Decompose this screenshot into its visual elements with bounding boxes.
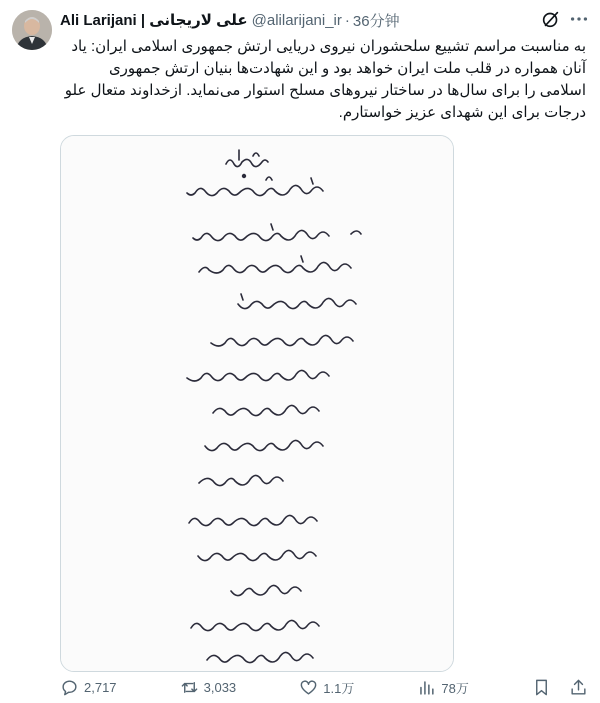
tweet-media[interactable] xyxy=(60,135,454,672)
timestamp[interactable]: 36分钟 xyxy=(352,12,400,30)
views-button[interactable] xyxy=(417,678,468,697)
views-icon xyxy=(417,678,436,697)
display-name[interactable]: Ali Larijani | علی لاریجانی xyxy=(60,12,248,29)
more-icon[interactable] xyxy=(568,8,590,30)
reply-button[interactable] xyxy=(60,678,117,697)
repost-icon xyxy=(180,678,199,697)
like-button[interactable] xyxy=(299,678,354,697)
like-icon xyxy=(299,678,318,697)
tweet-header xyxy=(60,10,550,30)
share-button[interactable] xyxy=(569,678,588,697)
avatar[interactable] xyxy=(12,10,52,50)
separator: · xyxy=(344,11,350,29)
reply-icon xyxy=(60,678,79,697)
handwritten-note xyxy=(61,136,453,671)
secondary-actions xyxy=(532,678,588,697)
action-bar xyxy=(60,676,588,698)
tweet-text: به مناسبت مراسم تشییع سلحشوران نیروی دریایی ارتش جمهوری اسلامی ایران: یاد آنان همواره در قلب ملت ایران خواهد بود و این شهادت‌ها بنیان ارتش جمهوری اسلامی را برای سال‌ها در ساختار نیروهای مسلح استوار می‌نماید. ازخداوند متعال علو درجات برای این شهدای عزیز خواستارم. xyxy=(64,38,586,121)
handle[interactable]: @alilarijani_ir xyxy=(251,11,342,29)
repost-button[interactable] xyxy=(180,678,237,697)
share-icon xyxy=(569,678,588,697)
bookmark-button[interactable] xyxy=(532,678,551,697)
reply-count: 2,717 xyxy=(84,679,117,695)
bookmark-icon xyxy=(532,678,551,697)
like-count: 1.1万 xyxy=(323,680,355,696)
repost-count: 3,033 xyxy=(203,679,237,695)
grok-icon[interactable] xyxy=(540,8,562,30)
views-count: 78万 xyxy=(441,680,469,696)
